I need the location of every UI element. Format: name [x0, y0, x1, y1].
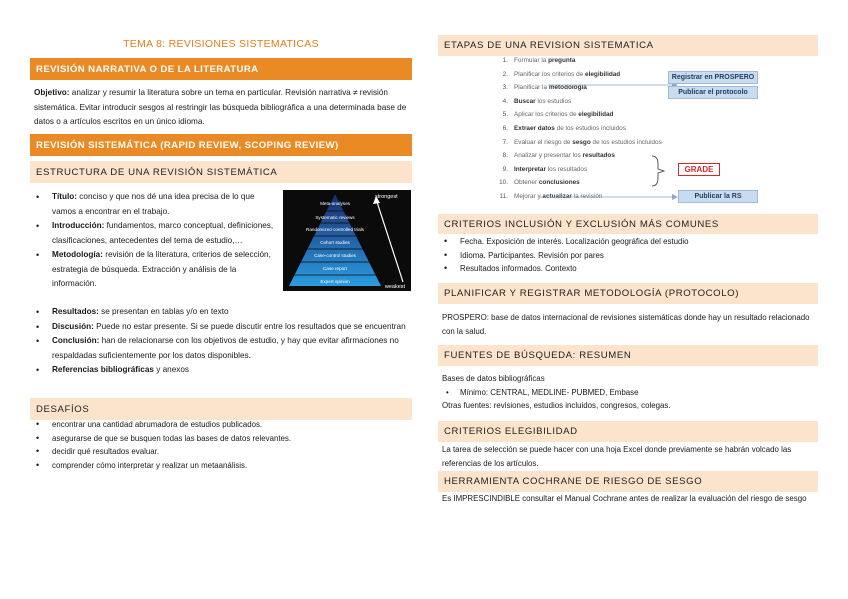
estructura-list-top	[30, 190, 280, 292]
document-title: TEMA 8: REVISIONES SISTEMATICAS	[123, 38, 319, 50]
etapa-step-number: 9.	[502, 165, 508, 173]
estructura-item-lead: Título:	[52, 192, 78, 201]
criterio-item	[438, 249, 818, 263]
etapas-connectors	[438, 56, 818, 208]
etapa-step-post: los estudios	[535, 97, 572, 105]
etapa-step-number: 3.	[502, 84, 508, 92]
estructura-item-text: conciso y que nos dé una idea precisa de lo que vamos a encontrar en el trabajo.	[52, 192, 255, 216]
etapa-step-pre: Mejorar y	[514, 193, 543, 200]
etapas-diagram	[438, 56, 818, 208]
estructura-item	[30, 305, 412, 320]
etapa-step-keyword: Interpretar	[514, 165, 546, 173]
evidence-pyramid-svg	[283, 190, 411, 291]
planificar-body: base de datos internacional de revisiones sistemáticas donde hay un resultado relacionado con la salud.	[442, 313, 810, 336]
estructura-item-text: Puede no estar presente. Si se puede discutir entre los resultados que se encuentran	[93, 321, 406, 331]
etapa-step-number: 6.	[502, 125, 508, 132]
etapa-step-keyword: Extraer datos	[514, 125, 555, 132]
pyramid-level-4: Cohort studies	[320, 240, 350, 245]
estructura-item-text: se presentan en tablas y/o en texto	[98, 307, 229, 316]
etapa-step-post: la revisión	[571, 193, 603, 200]
criterio-item	[438, 262, 818, 276]
pyramid-level-1: Meta-analyses	[320, 201, 350, 206]
etapa-step-keyword: actualizar	[542, 193, 572, 200]
desafio-item	[30, 459, 412, 473]
estructura-list-bottom	[30, 305, 412, 378]
planificar-lead: PROSPERO:	[442, 313, 489, 322]
etapa-step-keyword: sesgo	[572, 138, 591, 146]
estructura-item-text: fundamentos, marco conceptual, definiciones, clasificaciones, antecedentes del tema de estudio,…	[52, 221, 274, 245]
section-header-desafios: DESAFÍOS	[30, 398, 412, 420]
criterio-item-text: Resultados informados. Contexto	[460, 264, 577, 273]
box-publicar-protocolo: Publicar el protocolo	[668, 86, 758, 99]
box-publicar-rs: Publicar la RS	[678, 190, 758, 203]
etapa-step-post: los resultados	[545, 165, 588, 173]
criterio-item-text: Idioma. Participantes. Revisión por pares	[460, 250, 604, 260]
desafio-item	[30, 445, 412, 459]
etapa-step-pre: Planificar los criterios de	[514, 70, 586, 78]
section-header-fuentes: FUENTES DE BÚSQUEDA: RESUMEN	[438, 345, 818, 366]
section-header-narrativa: REVISIÓN NARRATIVA O DE LA LITERATURA	[30, 58, 412, 80]
elegibilidad-text: La tarea de selección se puede hacer con una hoja Excel donde previamente se habrán volcado las referencias de los artículos.	[442, 445, 792, 468]
estructura-item	[30, 334, 412, 363]
box-registrar-prospero: Registrar en PROSPERO	[668, 71, 758, 84]
etapa-step-number: 1.	[502, 57, 508, 64]
estructura-item-text: han de relacionarse con los objetivos de estudio, y hay que evitar afirmaciones no respaldadas suficientemente por los datos disponibles.	[52, 336, 399, 360]
criterio-item-text: Fecha. Exposición de interés. Localización geográfica del estudio	[460, 237, 689, 246]
pyramid-level-5: Case-control studies	[314, 253, 356, 258]
etapa-step-pre: Formular la	[514, 57, 549, 64]
estructura-item-text: revisión de la literatura, criterios de selección, estrategia de búsqueda. Extracción y análisis de la información.	[52, 250, 271, 288]
estructura-item-lead: Referencias bibliográficas	[52, 365, 154, 374]
strength-arrow	[377, 202, 403, 282]
pyramid-level-6: Case report	[322, 266, 348, 271]
section-header-criterios: CRITERIOS INCLUSIÓN Y EXCLUSIÓN MÁS COMUNES	[438, 214, 818, 234]
etapa-step-number: 10.	[499, 179, 508, 187]
estructura-item-text: y anexos	[153, 365, 189, 374]
fuentes-line1: Bases de datos bibliográficas	[442, 374, 545, 383]
estructura-item-lead: Introducción:	[52, 221, 105, 230]
desafios-list	[30, 418, 412, 472]
cochrane-text: Es IMPRESCINDIBLE consultar el Manual Cochrane antes de realizar la evaluación del riesgo de sesgo	[442, 494, 807, 503]
narrativa-lead: Objetivo:	[34, 88, 70, 97]
pyramid-level-7: Expert opinion	[320, 279, 350, 284]
desafio-item-text: encontrar una cantidad abrumadora de estudios publicados.	[52, 420, 263, 429]
section-header-cochrane: HERRAMIENTA COCHRANE DE RIESGO DE SESGO	[438, 471, 818, 492]
narrativa-body: analizar y resumir la literatura sobre un tema en particular. Revisión narrativa ≠ revisión sistemática. Evitar introducir sesgos al restringir las búsqueda bibliográfica a una determinada base de datos o a artículos escritos en un único idioma.	[34, 88, 407, 126]
criterios-list	[438, 235, 818, 276]
fuentes-bullet-text: Mínimo: CENTRAL, MEDLINE- PUBMED, Embase	[460, 387, 639, 397]
desafio-item-text: decidir qué resultados evaluar.	[52, 447, 160, 456]
box-grade: GRADE	[678, 163, 720, 176]
section-header-elegibilidad: CRITERIOS ELEGIBILIDAD	[438, 421, 818, 442]
etapa-step-keyword: resultados	[582, 152, 615, 160]
estructura-item	[30, 320, 412, 335]
etapa-step-keyword: conclusiones	[538, 179, 580, 187]
etapa-step-pre: Analizar y presentar los	[514, 152, 583, 160]
etapa-step-keyword: elegibilidad	[578, 111, 614, 119]
etapa-step-post: de los estudios incluidos	[590, 138, 662, 146]
etapa-step-post: de los estudios incluidos	[554, 125, 626, 132]
etapa-step-number: 4.	[502, 97, 508, 105]
estructura-item	[30, 248, 280, 292]
pyramid-level-2: Systematic reviews	[315, 215, 355, 220]
estructura-item-lead: Resultados:	[52, 307, 99, 316]
estructura-item	[30, 190, 280, 219]
etapa-step-keyword: Buscar	[514, 97, 536, 105]
etapa-step-pre: Planificar la	[514, 84, 549, 92]
etapa-step-pre: Evaluar el riesgo de	[514, 138, 573, 146]
narrativa-text	[34, 86, 410, 130]
desafio-item-text: comprender cómo interpretar y realizar un metaanálisis.	[52, 460, 248, 470]
etapa-step-number: 11.	[499, 193, 508, 200]
etapa-step-number: 5.	[502, 111, 508, 119]
etapa-step-keyword: metodología	[548, 84, 587, 92]
planificar-text	[442, 311, 814, 338]
estructura-item-lead: Metodología:	[52, 250, 103, 259]
section-header-sistematica: REVISIÓN SISTEMÁTICA (RAPID REVIEW, SCOPING REVIEW)	[30, 134, 412, 156]
etapa-step-pre: Aplicar los criterios de	[514, 111, 579, 119]
estructura-item-lead: Conclusión:	[52, 336, 100, 345]
pyramid-bottom-label: weakest	[384, 284, 406, 290]
estructura-item	[30, 219, 280, 248]
pyramid-level-3: Randomized controlled trials	[306, 227, 364, 232]
criterio-item	[438, 235, 818, 249]
pyramid-top-label: strongest	[375, 194, 398, 200]
etapa-step-pre: Obtener	[514, 179, 539, 187]
desafio-item	[30, 418, 412, 432]
etapa-step-keyword: elegibilidad	[585, 70, 621, 78]
etapa-step-keyword: pregunta	[548, 57, 576, 64]
estructura-item-lead: Discusión:	[52, 321, 94, 331]
etapa-step-number: 8.	[502, 152, 508, 160]
desafio-item	[30, 432, 412, 446]
section-header-estructura: ESTRUCTURA DE UNA REVISIÓN SISTEMÁTICA	[30, 161, 412, 183]
fuentes-text	[442, 372, 814, 413]
fuentes-line2: Otras fuentes: revisiones, estudios incluidos, congresos, colegas.	[442, 401, 671, 410]
fuentes-bullet-item: • Mínimo: CENTRAL, MEDLINE- PUBMED, Embase	[446, 387, 639, 397]
evidence-pyramid-image	[283, 190, 411, 291]
etapa-step-number: 2.	[502, 70, 508, 78]
etapa-step-number: 7.	[502, 138, 508, 146]
estructura-item	[30, 363, 412, 378]
section-header-etapas: ETAPAS DE UNA REVISION SISTEMATICA	[438, 35, 818, 56]
section-header-planificar: PLANIFICAR Y REGISTRAR METODOLOGÍA (PROTOCOLO)	[438, 283, 818, 304]
desafio-item-text: asegurarse de que se busquen todas las bases de datos relevantes.	[52, 433, 292, 443]
